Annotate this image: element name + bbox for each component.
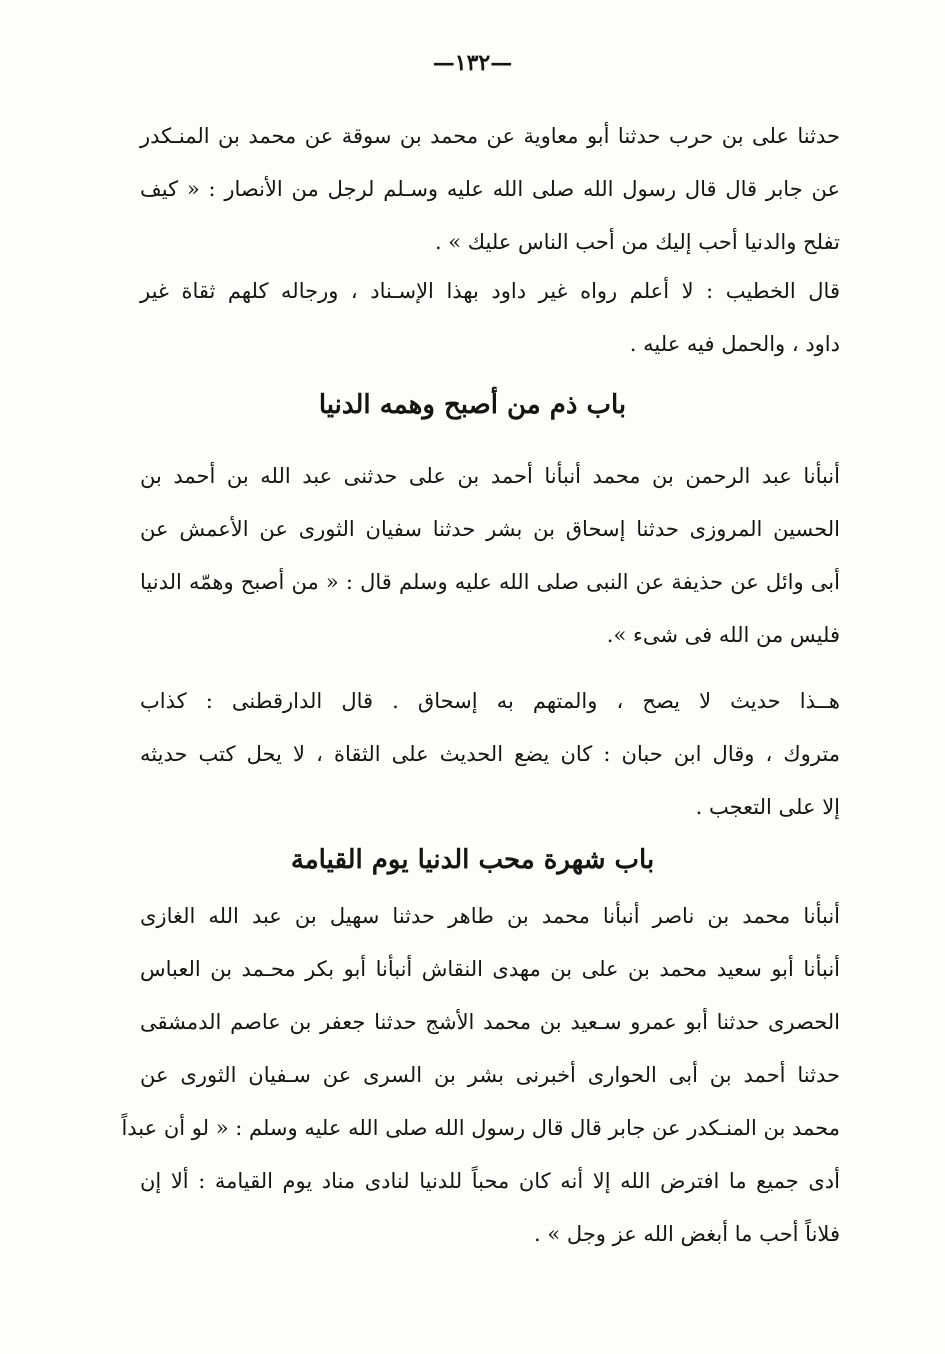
text-line: محمد بن المنـكدر عن جابر قال قال رسول الله صلى الله عليه وسلم : « لو أن عبداً	[121, 1116, 840, 1140]
text-line: هــذا حديث لا يصح ، والمتهم به إسحاق . قال الدارقطنى : كذاب	[140, 689, 840, 713]
text-line: حدثنا أحمد بن أبى الحوارى أخبرنى بشر بن السرى عن سـفيان الثورى عن	[140, 1063, 840, 1087]
text-line: أنبأنا عبد الرحمن بن محمد أنبأنا أحمد بن على حدثنى عبد الله بن أحمد بن	[140, 464, 840, 488]
paragraph-hadith-2	[140, 450, 840, 662]
text-line: إلا على التعجب .	[695, 795, 840, 819]
text-line: أبى وائل عن حذيفة عن النبى صلى الله عليه وسلم قال : « من أصبح وهمّه الدنيا	[140, 570, 840, 594]
paragraph-hadith-3	[121, 890, 840, 1261]
paragraph-daraqutni-comment	[140, 675, 840, 834]
section-heading-shuhra: باب شهرة محب الدنيا يوم القيامة	[290, 845, 655, 875]
text-line: فلاناً أحب ما أبغض الله عز وجل » .	[534, 1222, 840, 1246]
text-line: فليس من الله فى شىء ».	[606, 623, 840, 647]
section-heading-dhamm: باب ذم من أصبح وهمه الدنيا	[318, 390, 627, 420]
text-line: متروك ، وقال ابن حبان : كان يضع الحديث على الثقاة ، لا يحل كتب حديثه	[140, 742, 840, 766]
text-line: أدى جميع ما افترض الله إلا أنه كان محباً للدنيا لنادى مناد يوم القيامة : ألا إن	[140, 1169, 840, 1193]
text-line: داود ، والحمل فيه عليه .	[629, 332, 840, 356]
text-line: أنبأنا محمد بن ناصر أنبأنا محمد بن طاهر حدثنا سهيل بن عبد الله الغازى	[140, 904, 840, 928]
paragraph-khatib-comment	[140, 265, 840, 371]
text-line: الحسين المروزى حدثنا إسحاق بن بشر حدثنا سفيان الثورى عن الأعمش عن	[140, 517, 840, 541]
text-line: تفلح والدنيا أحب إليك من أحب الناس عليك » .	[434, 230, 840, 254]
text-line: الحصرى حدثنا أبو عمرو سـعيد بن محمد الأشج حدثنا جعفر بن عاصم الدمشقى	[140, 1010, 840, 1034]
text-line: أنبأنا أبو سعيد محمد بن على بن مهدى النقاش أنبأنا أبو بكر محـمد بن العباس	[140, 957, 840, 981]
text-line: قال الخطيب : لا أعلم رواه غير داود بهذا الإسـناد ، ورجاله كلهم ثقاة غير	[140, 279, 840, 303]
page-number: —١٣٢—	[432, 50, 513, 76]
paragraph-hadith-1	[140, 110, 840, 269]
text-line: حدثنا على بن حرب حدثنا أبو معاوية عن محمد بن سوقة عن محمد بن المنـكدر	[140, 124, 840, 148]
text-line: عن جابر قال قال رسول الله صلى الله عليه وسـلم لرجل من الأنصار : « كيف	[140, 177, 840, 201]
